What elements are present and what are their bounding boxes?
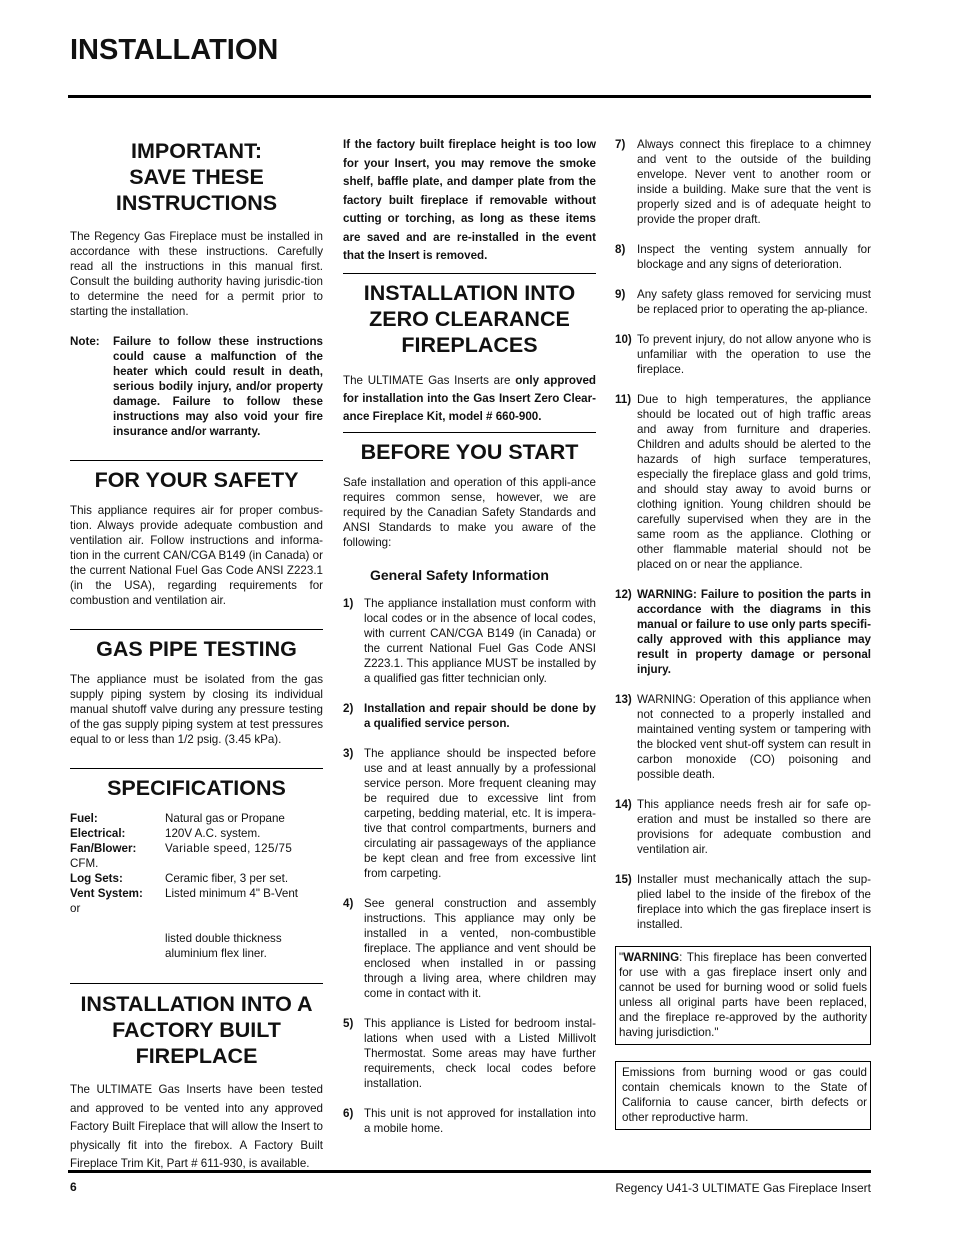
spec-row: Vent System: Listed minimum 4" B-Vent bbox=[70, 887, 298, 900]
list-item: 3) The appliance should be inspected before use and at least annually by a professional service person. More frequent cleaning may be required due to excessive lint from carpeting, bedding material, etc. It is impera-tive that control compartments, burners and circulating air passageways of the appliance be kept clean and free from excessive lint from carpeting. bbox=[343, 746, 596, 880]
spec-row: or bbox=[70, 902, 81, 915]
column-2 bbox=[343, 136, 596, 1151]
important-heading: IMPORTANT: SAVE THESE INSTRUCTIONS bbox=[115, 139, 278, 215]
note-text: Failure to follow these instructions could cause a malfunction of the heater which could result in death, serious bodily injury, and/or property damage. Failure to follow these instructions may also void your fire insurance and/or warranty. bbox=[113, 335, 323, 438]
page-number: 6 bbox=[70, 1180, 77, 1194]
list-item: 14) This appliance needs fresh air for safe op-eration and must be installed so there are provisions for adequate combustion and ventilation air. bbox=[615, 798, 871, 856]
spec-row: CFM. bbox=[70, 857, 99, 870]
header-rule bbox=[68, 95, 871, 98]
list-item: 15) Installer must mechanically attach the sup-plied label to the inside of the firebox of the fireplace into which the gas fireplace insert is installed. bbox=[615, 873, 871, 931]
spec-row: listed double thickness bbox=[165, 932, 282, 945]
list-item: 11) Due to high temperatures, the appliance should be located out of high traffic areas and away from furniture and draperies. Children and adults should be alerted to the hazards of high surface temperatures, especially the fireplace glass and gold trims, and should stay away to avoid burns or clothing ignition. Young children should be carefully supervised when they are in the same room as the appliance. Clothing or other flammable material should not be placed on or near the appliance. bbox=[615, 393, 871, 571]
divider bbox=[70, 629, 323, 630]
spec-list bbox=[70, 811, 323, 961]
list-item: 8) Inspect the venting system annually for blockage and any signs of deterioration. bbox=[615, 243, 871, 271]
spec-row: Fuel: Natural gas or Propane bbox=[70, 812, 285, 825]
warning-box: "WARNING: This fireplace has been converted for use with a gas fireplace insert only and cannot be used for burning wood or solid fuels unless all original parts have been replaced, and the fireplace re-approved by the authority having jurisdiction." bbox=[615, 946, 871, 1045]
footer-rule bbox=[68, 1170, 871, 1173]
before-text: Safe installation and operation of this appli-ance requires common sense, however, we are required by the Canadian Safety Standards and ANSI Standards to make you aware of the following: bbox=[343, 475, 596, 549]
column-1 bbox=[70, 138, 323, 1174]
spec-row: Log Sets: Ceramic fiber, 3 per set. bbox=[70, 872, 289, 885]
list-item: 2) Installation and repair should be done by a qualified service person. bbox=[343, 701, 596, 730]
spec-row: Electrical: 120V A.C. system. bbox=[70, 827, 261, 840]
emissions-box: Emissions from burning wood or gas could contain chemicals known to the State of California to cause cancer, birth defects or other reproductive harm. bbox=[615, 1061, 871, 1130]
list-item: 6) This unit is not approved for installation into a mobile home. bbox=[343, 1106, 596, 1135]
spec-row: aluminium flex liner. bbox=[165, 947, 267, 960]
spec-row: Fan/Blower: Variable speed, 125/75 bbox=[70, 842, 293, 855]
column-3 bbox=[615, 137, 871, 1130]
zero-clearance-heading: INSTALLATION INTO ZERO CLEARANCE FIREPLACES bbox=[363, 280, 576, 357]
safety-text: This appliance requires air for proper combus-tion. Always provide adequate combustion and ventilation air. Follow instructions and informa-tion in the current CAN/CGA B149 (in Canada) or the current National Fuel Gas Code ANSI Z223.1 (in the USA), regarding requirements for combustion and ventilation air. bbox=[70, 504, 323, 607]
factory-continued-text: If the factory built fireplace height is too low for your Insert, you may remove the smoke shelf, baffle plate, and damper plate from the factory built fireplace if removable without cutting or torching, as long as these items are saved and are re-installed in the event that the Insert is removed. bbox=[343, 138, 596, 262]
list-item: 7) Always connect this fireplace to a chimney and vent to the outside of the building envelope. Never vent to another room or inside a building. Make sure that the vent is properly sized and is of adequate height to provide the proper draft. bbox=[615, 138, 871, 226]
list-item: 13) WARNING: Operation of this appliance when not connected to a properly installed and maintained venting system or tampering with the blocked vent shut-off system can result in carbon monoxide (CO) poisoning and possible death. bbox=[615, 693, 871, 781]
list-item: 12) WARNING: Failure to position the parts in accordance with the diagrams in this manual or failure to use only parts specifi-cally approved with this appliance may result in property damage or personal injury. bbox=[615, 588, 871, 676]
document-title: Regency U41-3 ULTIMATE Gas Fireplace Insert bbox=[615, 1181, 871, 1195]
gas-text: The appliance must be isolated from the gas supply piping system by closing its individual manual shutoff valve during any pressure testing of the gas supply piping system at test pressures equal to or less than 1/2 psig. (3.45 kPa). bbox=[70, 673, 323, 746]
safety-heading: FOR YOUR SAFETY bbox=[94, 468, 299, 492]
page-title: INSTALLATION bbox=[70, 34, 279, 66]
list-item: 5) This appliance is Listed for bedroom instal-lations when used with a Listed Millivolt Thermostat. Some areas may have further requirements, check local codes before installation. bbox=[343, 1016, 596, 1090]
divider bbox=[70, 983, 323, 984]
gas-heading: GAS PIPE TESTING bbox=[96, 637, 297, 661]
note-label: Note: bbox=[70, 335, 100, 348]
general-safety-heading: General Safety Information bbox=[370, 566, 549, 583]
zero-clearance-text: The ULTIMATE Gas Inserts are only approved for installation into the Gas Insert Zero Clear-ance Fireplace Kit, model # 660-900. bbox=[343, 373, 596, 423]
safety-list bbox=[343, 596, 596, 1136]
spec-heading: SPECIFICATIONS bbox=[107, 776, 286, 800]
divider bbox=[343, 273, 596, 274]
divider bbox=[70, 768, 323, 769]
factory-text: The ULTIMATE Gas Inserts have been tested and approved to be vented into any approved Factory Built Fireplace that will allow the Insert to physically fit into the firebox. A Factory Built Fireplace Trim Kit, Part # 611-930, is available. bbox=[70, 1083, 323, 1170]
before-heading: BEFORE YOU START bbox=[360, 439, 579, 464]
factory-heading: INSTALLATION INTO A FACTORY BUILT FIREPLACE bbox=[80, 992, 313, 1068]
note bbox=[70, 334, 323, 439]
divider bbox=[343, 432, 596, 433]
warning-label: WARNING bbox=[623, 951, 680, 964]
list-item: 4) See general construction and assembly instructions. This appliance may only be installed in a vented, non-combustible fireplace. The appliance and vent should be enclosed when installed in or passing through a living area, where children may come in contact with it. bbox=[343, 896, 596, 1000]
divider bbox=[70, 460, 323, 461]
important-text: The Regency Gas Fireplace must be installed in accordance with these instructions. Carefully read all the instructions in this manual first. Consult the building authority having jurisdic-tion to determine the need for a permit prior to starting the installation. bbox=[70, 230, 323, 318]
list-item: 1) The appliance installation must conform with local codes or in the absence of local codes, with current CAN/CGA B149 (in Canada) or the current National Fuel Gas Code ANSI Z223.1. This appliance MUST be installed by a qualified gas fitter technician only. bbox=[343, 596, 596, 685]
list-item: 10) To prevent injury, do not allow anyone who is unfamiliar with the operation to use the fireplace. bbox=[615, 333, 871, 376]
list-item: 9) Any safety glass removed for servicing must be replaced prior to operating the ap-pliance. bbox=[615, 288, 871, 316]
